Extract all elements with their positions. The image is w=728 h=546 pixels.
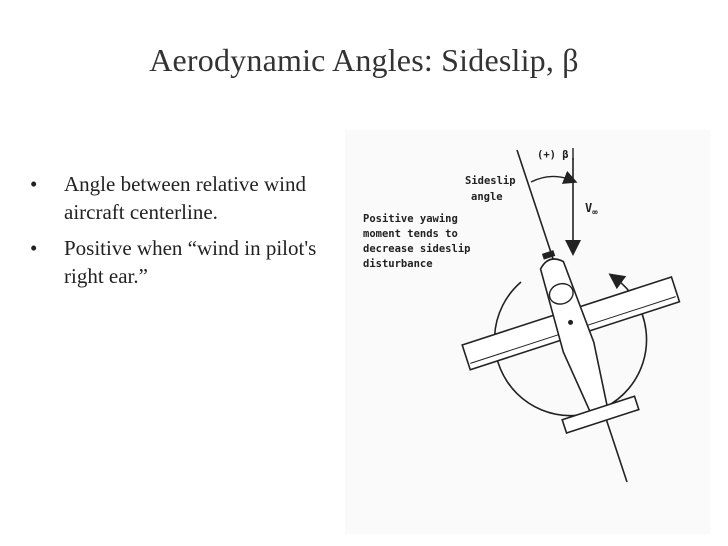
- bullet-marker: •: [30, 172, 38, 196]
- sideslip-label: Sideslip: [465, 175, 516, 187]
- beta-label: (+) β: [537, 149, 569, 161]
- yaw-note-line: decrease sideslip: [363, 243, 471, 255]
- yaw-note-line: Positive yawing: [363, 213, 458, 225]
- bullet-item: [26, 170, 346, 226]
- yaw-note-line: moment tends to: [363, 228, 458, 240]
- slide-title: Aerodynamic Angles: Sideslip, β: [149, 42, 579, 78]
- sideslip-figure: [345, 130, 710, 534]
- velocity-label: [585, 201, 598, 218]
- bullet-list: [26, 170, 346, 298]
- bullet-marker: •: [30, 236, 38, 260]
- aircraft-top-view: [443, 218, 707, 455]
- velocity-symbol: V: [585, 201, 593, 215]
- bullet-text: Positive when “wind in pilot's right ear.”: [64, 236, 317, 288]
- bullet-text: Angle between relative wind aircraft centerline.: [64, 172, 306, 224]
- yaw-note-line: disturbance: [363, 258, 433, 270]
- beta-angle-arc: [531, 176, 571, 182]
- velocity-subscript: ∞: [592, 208, 598, 218]
- bullet-item: [26, 234, 346, 290]
- angle-label: angle: [471, 191, 503, 203]
